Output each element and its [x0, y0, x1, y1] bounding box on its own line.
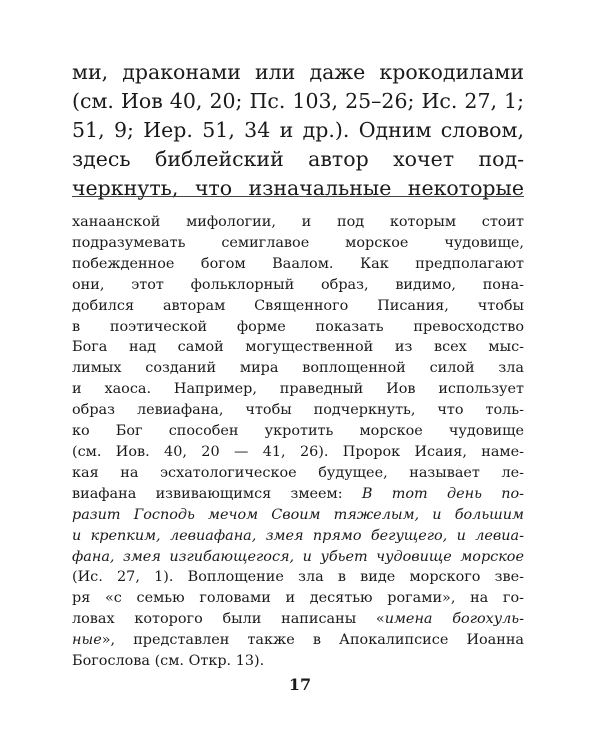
footnote-quote-line: разит Господь мечом Своим тяжелым, и большим	[72, 506, 524, 523]
footnote-quote-line: фана, змея изгибающегося, и убьет чудовище морское	[72, 548, 524, 565]
footnote-line: они, этот фольклорный образ, видимо, пона-	[72, 276, 524, 293]
footnote-line: Богослова (см. Откр. 13).	[72, 653, 265, 670]
footnote-quote: имена богохуль-	[384, 611, 524, 628]
footnote-line: ханаанской мифологии, и под которым стоит	[72, 214, 524, 230]
footnote-line: лимых созданий мира воплощенной силой зла	[72, 360, 524, 377]
footnote-quote-line: и крепким, левиафана, змея прямо бегущего, и левиа-	[72, 527, 524, 544]
footnote-line: Бога над самой могущественной из всех мыс-	[72, 339, 524, 356]
footnote-line	[72, 484, 524, 505]
page-number: 17	[288, 675, 312, 694]
main-text-line: (см. Иов 40, 20; Пс. 103, 25–26; Ис. 27, 1;	[72, 89, 524, 113]
main-text	[72, 58, 524, 203]
footnote-line: побежденное богом Ваалом. Как предполагают	[72, 255, 524, 272]
footnote-line: в поэтической форме показать превосходство	[72, 318, 524, 335]
footnote-text: », представлен также в Апокалипсисе Иоанна	[101, 632, 524, 649]
footnote-line: кая на эсхатологическое будущее, называет ле-	[72, 464, 524, 481]
footnote-line: добился авторам Священного Писания, чтобы	[72, 297, 524, 314]
footnote-line	[72, 609, 524, 630]
footnote-line: образ левиафана, чтобы подчеркнуть, что толь-	[72, 402, 524, 419]
footnote	[72, 212, 524, 672]
footnote-line	[72, 630, 524, 651]
footnote-quote: В тот день по-	[361, 485, 524, 502]
main-text-line: ми, драконами или даже крокодилами	[72, 60, 524, 84]
footnote-text: ловах которого были написаны «	[72, 611, 385, 628]
footnote-line: подразумевать семиглавое морское чудовище,	[72, 234, 524, 251]
main-text-line: черкнуть, что изначальные некоторые	[72, 176, 524, 200]
footnote-line: ря «с семью головами и десятью рогами», на го-	[72, 590, 524, 607]
footnote-quote: ные	[72, 632, 102, 649]
footnote-line: и хаоса. Например, праведный Иов использует	[72, 381, 524, 398]
main-text-line: 51, 9; Иер. 51, 34 и др.). Одним словом,	[72, 118, 524, 142]
footnote-line: (см. Иов. 40, 20 — 41, 26). Пророк Исаия, наме-	[72, 443, 524, 460]
footnote-text: виафана извивающимся змеем:	[72, 485, 362, 502]
footnote-separator	[72, 196, 524, 197]
footnote-line: (Ис. 27, 1). Воплощение зла в виде морского зве-	[72, 569, 524, 586]
main-text-line: здесь библейский автор хочет под-	[72, 147, 524, 171]
footnote-line: ко Бог способен укротить морское чудовище	[72, 423, 524, 440]
